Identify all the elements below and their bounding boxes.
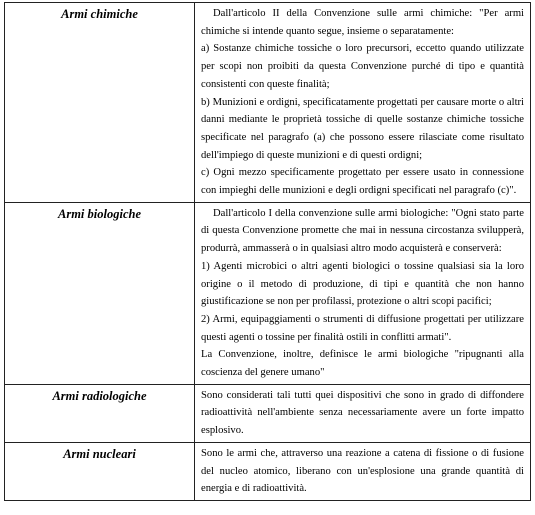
- definition-chemical-weapons: [195, 3, 531, 203]
- definition-paragraph: Sono considerati tali tutti quei dispositivi che sono in grado di diffondere radioattività nell'ambiente senza necessariamente avere un forte impatto esplosivo.: [201, 389, 524, 437]
- weapons-definition-table: [4, 2, 531, 501]
- table-row: [5, 3, 531, 203]
- definition-biological-weapons: [195, 202, 531, 384]
- term-radiological-weapons: Armi radiologiche: [5, 384, 195, 442]
- definition-paragraph: Dall'articolo I della convenzione sulle armi biologiche: "Ogni stato parte di questa Convenzione promette che mai in nessuna circostanza svilupperà, produrrà, ammasserà o in qualsiasi altro modo acquisterà e conserverà:: [201, 207, 524, 255]
- definition-paragraph: 1) Agenti microbici o altri agenti biologici o tossine qualsiasi sia la loro origine o il metodo di produzione, di tipi e quantità che non hanno giustificazione se non per profilassi, protezione o altri scopi pacifici;: [201, 260, 524, 308]
- definition-paragraph: b) Munizioni e ordigni, specificatamente progettati per causare morte o altri danni mediante le proprietà tossiche di quelle sostanze chimiche tossiche specificate nel paragrafo (a) che possono essere rilasciate come risultato dell'impiego di queste munizioni e di questi ordigni;: [201, 96, 524, 161]
- term-nuclear-weapons: Armi nucleari: [5, 442, 195, 500]
- table-row: [5, 442, 531, 500]
- table-row: [5, 384, 531, 442]
- table-row: [5, 202, 531, 384]
- definition-paragraph: a) Sostanze chimiche tossiche o loro precursori, eccetto quando utilizzate per scopi non proibiti da questa Convenzione purché di tipo e quantità consistenti con queste finalità;: [201, 43, 524, 90]
- term-chemical-weapons: Armi chimiche: [5, 3, 195, 203]
- definition-paragraph: Sono le armi che, attraverso una reazione a catena di fissione o di fusione del nucleo atomico, liberano con un'esplosione una grande quantità di energia e di radioattività.: [201, 447, 524, 495]
- definition-nuclear-weapons: [195, 442, 531, 500]
- definition-paragraph: c) Ogni mezzo specificamente progettato per essere usato in connessione con impieghi delle munizioni e degli ordigni specificati nel paragrafo (c)".: [201, 167, 524, 197]
- definition-paragraph: 2) Armi, equipaggiamenti o strumenti di diffusione progettati per utilizzare questi agenti o tossine per finalità ostili in conflitti armati".: [201, 313, 524, 343]
- definition-paragraph: Dall'articolo II della Convenzione sulle armi chimiche: "Per armi chimiche si intende quanto segue, insieme o separatamente:: [201, 8, 524, 37]
- definition-radiological-weapons: [195, 384, 531, 442]
- term-biological-weapons: Armi biologiche: [5, 202, 195, 384]
- definition-paragraph: La Convenzione, inoltre, definisce le armi biologiche "ripugnanti alla coscienza del genere umano": [201, 349, 524, 379]
